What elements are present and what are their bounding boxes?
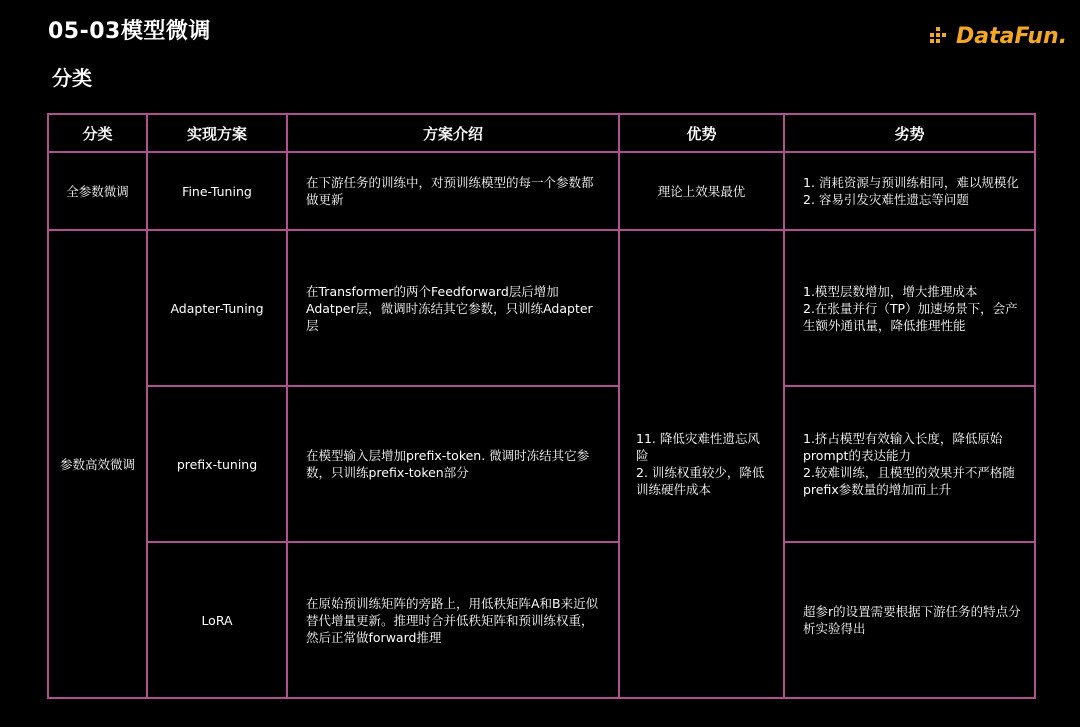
disadvantage-line: 2.在张量并行（TP）加速场景下，会产生额外通讯量，降低推理性能	[803, 300, 1018, 333]
column-header-description: 方案介绍	[287, 114, 619, 152]
advantage-cell: 理论上效果最优	[619, 152, 784, 230]
method-cell: Adapter-Tuning	[147, 230, 287, 386]
disadvantage-cell	[784, 152, 1035, 230]
method-cell: Fine-Tuning	[147, 152, 287, 230]
table-row	[48, 386, 1035, 542]
fine-tuning-classification-table	[47, 113, 1036, 699]
advantage-cell	[619, 230, 784, 698]
datafun-logo-icon	[930, 25, 954, 49]
disadvantage-line: 超参r的设置需要根据下游任务的特点分析实验得出	[803, 604, 1021, 636]
method-cell: prefix-tuning	[147, 386, 287, 542]
description-cell: 在下游任务的训练中，对预训练模型的每一个参数都做更新	[287, 152, 619, 230]
page-title: 05-03模型微调	[48, 19, 211, 44]
table-row	[48, 542, 1035, 698]
category-cell: 全参数微调	[48, 152, 147, 230]
logo-text: DataFun.	[956, 24, 1068, 49]
datafun-logo	[930, 24, 1067, 49]
advantage-line: 11. 降低灾难性遗忘风险	[636, 431, 760, 463]
column-header-method: 实现方案	[147, 114, 287, 152]
column-header-advantage: 优势	[619, 114, 784, 152]
category-cell: 参数高效微调	[48, 230, 147, 698]
table-row	[48, 152, 1035, 230]
description-cell: 在模型输入层增加prefix-token. 微调时冻结其它参数，只训练prefix-token部分	[287, 386, 619, 542]
disadvantage-cell	[784, 386, 1035, 542]
section-subtitle: 分类	[52, 66, 92, 90]
disadvantage-line: 1.挤占模型有效输入长度，降低原始prompt的表达能力	[803, 431, 1003, 463]
column-header-category: 分类	[48, 114, 147, 152]
column-header-disadvantage: 劣势	[784, 114, 1035, 152]
advantage-line: 2. 训练权重较少，降低训练硬件成本	[636, 465, 765, 497]
description-cell: 在原始预训练矩阵的旁路上，用低秩矩阵A和B来近似替代增量更新。推理时合并低秩矩阵和预训练权重，然后正常做forward推理	[287, 542, 619, 698]
table-header-row	[48, 114, 1035, 152]
disadvantage-line: 2.较难训练，且模型的效果并不严格随prefix参数量的增加而上升	[803, 465, 1015, 497]
table-row	[48, 230, 1035, 386]
disadvantage-line: 2. 容易引发灾难性遗忘等问题	[803, 192, 969, 207]
method-cell: LoRA	[147, 542, 287, 698]
description-cell: 在Transformer的两个Feedforward层后增加Adatper层，微调时冻结其它参数，只训练Adapter层	[287, 230, 619, 386]
disadvantage-line: 1. 消耗资源与预训练相同，难以规模化	[803, 175, 1019, 190]
disadvantage-cell	[784, 230, 1035, 386]
disadvantage-cell	[784, 542, 1035, 698]
disadvantage-line: 1.模型层数增加，增大推理成本	[803, 283, 978, 299]
